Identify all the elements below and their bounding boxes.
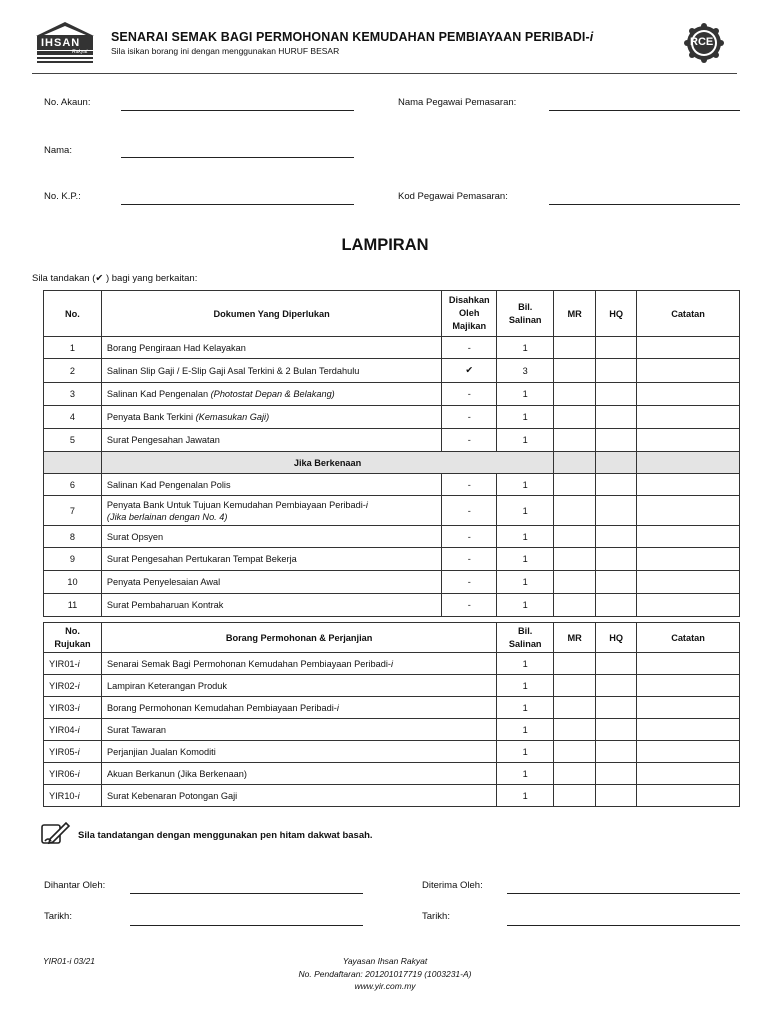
col-hq: HQ [596,623,637,653]
row-reference [44,675,102,697]
ic-label: No. K.P.: [44,191,81,202]
reference-suffix: i [77,790,80,801]
received-by-field[interactable] [507,893,740,894]
mr-checkbox[interactable] [554,697,596,719]
document-name: Salinan Kad Pengenalan [106,389,211,399]
logo-text: IHSAN [41,37,81,49]
col-copies: Bil. Salinan [497,623,554,653]
section-row [44,452,740,474]
mr-checkbox[interactable] [554,653,596,675]
notes-cell[interactable] [637,383,740,406]
row-reference [44,697,102,719]
col-notes: Catatan [637,291,740,337]
document-name: Surat Tawaran [106,724,167,735]
row-document [101,594,441,617]
marketing-code-field[interactable] [549,204,740,205]
documents-table [43,290,740,617]
endorsed-mark: - [442,337,497,359]
ihsan-logo [34,20,96,68]
mr-checkbox[interactable] [554,526,596,548]
hq-checkbox[interactable] [596,763,637,785]
notes-cell[interactable] [637,496,740,526]
row-number: 8 [44,526,102,548]
notes-cell[interactable] [637,763,740,785]
row-reference [44,653,102,675]
row-document [101,697,496,719]
header-divider [32,73,737,74]
document-note: (Photostat Depan & Belakang) [210,389,335,399]
hq-checkbox[interactable] [596,429,637,452]
hq-checkbox[interactable] [596,571,637,594]
reference-code: YIR03- [49,702,78,713]
notes-cell[interactable] [637,785,740,807]
table-row [44,763,740,785]
org-registration: No. Pendaftaran: 201201017719 (1003231-A) [298,968,472,979]
forms-table [43,622,740,807]
endorsed-mark: - [442,383,497,406]
copies-count: 1 [497,741,554,763]
col-no: No. [44,291,102,337]
form-subtitle: Sila isikan borang ini dengan menggunakan HURUF BESAR [111,46,340,56]
account-label: No. Akaun: [44,97,91,108]
table-row [44,653,740,675]
table-row [44,719,740,741]
copies-count: 1 [497,548,554,571]
reference-suffix: i [77,702,80,713]
rce-seal [683,22,725,64]
row-reference [44,785,102,807]
row-document [101,526,441,548]
document-name: Penyata Penyelesaian Awal [106,577,221,587]
endorsed-mark: ✔ [442,359,497,383]
mr-checkbox[interactable] [554,406,596,429]
table-row [44,359,740,383]
hq-checkbox[interactable] [596,653,637,675]
table-row [44,548,740,571]
row-reference [44,741,102,763]
table-row [44,496,740,526]
document-name: Borang Permohonan Kemudahan Pembiayaan Peribadi- [106,702,337,713]
table-row [44,697,740,719]
form-code: YIR01-i 03/21 [43,956,95,966]
date-right-field[interactable] [507,925,740,926]
row-reference [44,763,102,785]
table-row [44,675,740,697]
document-suffix: i [390,658,393,669]
copies-count: 1 [497,429,554,452]
document-name: Surat Opsyen [106,531,164,542]
notes-cell[interactable] [637,359,740,383]
reference-suffix: i [77,724,80,735]
row-document [101,763,496,785]
notes-cell[interactable] [637,571,740,594]
row-reference [44,719,102,741]
row-document [101,474,441,496]
mr-checkbox[interactable] [554,675,596,697]
row-document [101,429,441,452]
reference-code: YIR06- [49,768,78,779]
notes-cell[interactable] [637,741,740,763]
footer-org [0,955,770,993]
table-row [44,474,740,496]
document-name: Penyata Bank Untuk Tujuan Kemudahan Pembiayaan Peribadi- [106,499,366,510]
row-document [101,383,441,406]
row-number: 10 [44,571,102,594]
notes-cell[interactable] [637,337,740,359]
copies-count: 1 [497,653,554,675]
document-name: Perjanjian Jualan Komoditi [106,746,216,757]
document-name: Surat Pengesahan Jawatan [106,435,220,445]
notes-cell[interactable] [637,429,740,452]
hq-checkbox[interactable] [596,359,637,383]
name-field[interactable] [121,157,354,158]
document-name: Borang Pengiraan Had Kelayakan [106,342,246,353]
hq-checkbox[interactable] [596,697,637,719]
document-name: Salinan Kad Pengenalan Polis [106,479,231,490]
col-mr: MR [554,291,596,337]
hq-checkbox[interactable] [596,337,637,359]
table-row [44,741,740,763]
hq-checkbox[interactable] [596,474,637,496]
row-number: 4 [44,406,102,429]
date-right-label: Tarikh: [422,911,450,922]
reference-code: YIR10- [49,790,78,801]
col-hq: HQ [596,291,637,337]
endorsed-mark: - [442,571,497,594]
row-number: 6 [44,474,102,496]
row-number: 3 [44,383,102,406]
hq-checkbox[interactable] [596,675,637,697]
table-row [44,594,740,617]
notes-cell[interactable] [637,675,740,697]
copies-count: 1 [497,675,554,697]
row-document [101,785,496,807]
row-document [101,406,441,429]
name-label: Nama: [44,145,72,156]
pen-icon [40,819,72,847]
copies-count: 1 [497,526,554,548]
mr-checkbox[interactable] [554,496,596,526]
document-name: Surat Pembaharuan Kontrak [106,600,224,610]
marketing-officer-field[interactable] [549,110,740,111]
endorsed-mark: - [442,548,497,571]
document-name: Surat Kebenaran Potongan Gaji [106,790,238,801]
mr-checkbox[interactable] [554,359,596,383]
marketing-officer-label: Nama Pegawai Pemasaran: [398,97,517,108]
row-number: 2 [44,359,102,383]
endorsed-mark: - [442,406,497,429]
col-form: Borang Permohonan & Perjanjian [101,623,496,653]
hq-checkbox[interactable] [596,594,637,617]
row-number: 5 [44,429,102,452]
row-document [101,675,496,697]
mr-checkbox[interactable] [554,337,596,359]
row-number: 11 [44,594,102,617]
row-document [101,548,441,571]
reference-code: YIR01- [49,658,78,669]
col-notes: Catatan [637,623,740,653]
copies-count: 1 [497,785,554,807]
ic-field[interactable] [121,204,354,205]
notes-cell[interactable] [637,548,740,571]
document-name: Senarai Semak Bagi Permohonan Kemudahan Pembiayaan Peribadi- [106,658,391,669]
mr-checkbox[interactable] [554,548,596,571]
mr-checkbox[interactable] [554,571,596,594]
notes-cell[interactable] [637,719,740,741]
seal-text: RCE [690,36,714,48]
section-label: Jika Berkenaan [101,452,553,474]
reference-code: YIR05- [49,746,78,757]
table-row [44,406,740,429]
notes-cell[interactable] [637,474,740,496]
document-suffix: i [365,499,368,510]
mr-checkbox[interactable] [554,594,596,617]
copies-count: 1 [497,406,554,429]
copies-count: 1 [497,496,554,526]
mr-checkbox[interactable] [554,785,596,807]
endorsed-mark: - [442,429,497,452]
table-row [44,526,740,548]
copies-count: 1 [497,763,554,785]
endorsed-mark: - [442,496,497,526]
row-document [101,337,441,359]
table-row [44,383,740,406]
hq-checkbox[interactable] [596,496,637,526]
notes-cell[interactable] [637,406,740,429]
org-website: www.yir.com.my [354,981,416,991]
document-name: Penyata Bank Terkini [106,412,196,422]
notes-cell[interactable] [637,526,740,548]
hq-checkbox[interactable] [596,526,637,548]
date-left-field[interactable] [130,925,363,926]
document-name: Salinan Slip Gaji / E-Slip Gaji Asal Terkini & 2 Bulan Terdahulu [106,365,360,376]
endorsed-mark: - [442,594,497,617]
date-left-label: Tarikh: [44,911,72,922]
copies-count: 1 [497,719,554,741]
form-title: SENARAI SEMAK BAGI PERMOHONAN KEMUDAHAN PEMBIAYAAN PERIBADI-i [111,30,594,44]
hq-checkbox[interactable] [596,785,637,807]
col-mr: MR [554,623,596,653]
reference-code: YIR02- [49,680,78,691]
copies-count: 1 [497,697,554,719]
notes-cell[interactable] [637,653,740,675]
reference-suffix: i [77,768,80,779]
copies-count: 1 [497,571,554,594]
sent-by-label: Dihantar Oleh: [44,880,106,891]
endorsed-mark: - [442,526,497,548]
copies-count: 1 [497,474,554,496]
mr-checkbox[interactable] [554,719,596,741]
copies-count: 1 [497,594,554,617]
row-document [101,571,441,594]
mr-checkbox[interactable] [554,383,596,406]
table-row [44,337,740,359]
notes-cell[interactable] [637,697,740,719]
received-by-label: Diterima Oleh: [422,880,483,891]
row-number: 7 [44,496,102,526]
col-copies: Bil. Salinan [497,291,554,337]
marketing-code-label: Kod Pegawai Pemasaran: [398,191,508,202]
col-document: Dokumen Yang Diperlukan [101,291,441,337]
reference-suffix: i [77,658,80,669]
table-row [44,785,740,807]
col-endorsed: Disahkan Oleh Majikan [442,291,497,337]
reference-suffix: i [77,746,80,757]
mr-checkbox[interactable] [554,741,596,763]
signature-instruction: Sila tandatangan dengan menggunakan pen hitam dakwat basah. [78,830,373,841]
sent-by-field[interactable] [130,893,363,894]
document-suffix: i [336,702,339,713]
table-row [44,571,740,594]
row-number: 1 [44,337,102,359]
endorsed-mark: - [442,474,497,496]
mr-checkbox[interactable] [554,763,596,785]
document-note: (Jika berlainan dengan No. 4) [106,511,228,522]
account-field[interactable] [121,110,354,111]
section-title: LAMPIRAN [341,236,429,254]
hq-checkbox[interactable] [596,741,637,763]
notes-cell[interactable] [637,594,740,617]
reference-suffix: i [77,680,80,691]
row-document [101,359,441,383]
row-document [101,653,496,675]
row-document [101,496,441,526]
reference-code: YIR04- [49,724,78,735]
hq-checkbox[interactable] [596,383,637,406]
copies-count: 3 [497,359,554,383]
hq-checkbox[interactable] [596,548,637,571]
row-document [101,741,496,763]
copies-count: 1 [497,383,554,406]
row-number: 9 [44,548,102,571]
hq-checkbox[interactable] [596,406,637,429]
col-ref: No. Rujukan [44,623,102,653]
copies-count: 1 [497,337,554,359]
document-name: Surat Pengesahan Pertukaran Tempat Bekerja [106,554,297,564]
document-name: Lampiran Keterangan Produk [106,680,227,691]
row-document [101,719,496,741]
hq-checkbox[interactable] [596,719,637,741]
instruction-text: Sila tandakan (✔ ) bagi yang berkaitan: [32,273,198,284]
table-row [44,429,740,452]
document-note: (Kemasukan Gaji) [195,412,270,422]
org-name: Yayasan Ihsan Rakyat [342,956,428,966]
mr-checkbox[interactable] [554,474,596,496]
document-name: Akuan Berkanun (Jika Berkenaan) [106,768,247,779]
mr-checkbox[interactable] [554,429,596,452]
logo-subtext: Rakyat [72,49,88,55]
